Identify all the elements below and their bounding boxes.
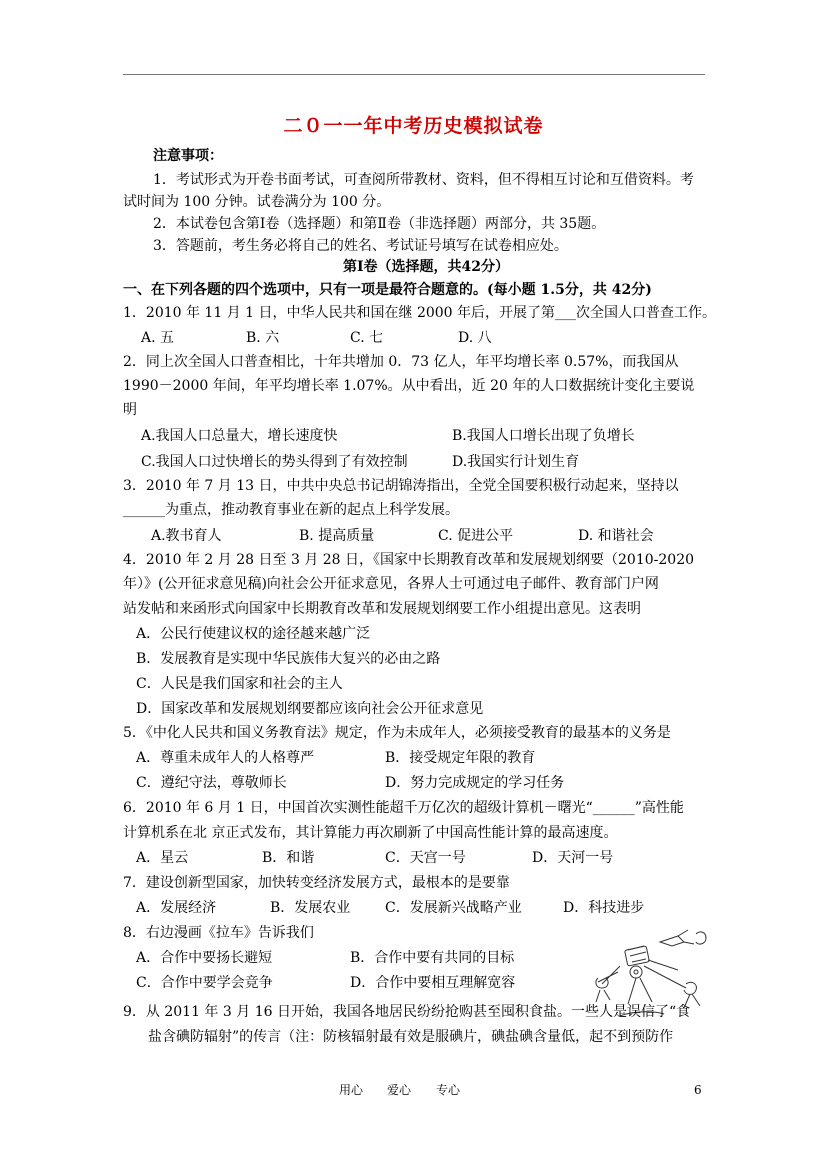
q6-option-a: A．星云	[136, 850, 189, 866]
part1-heading: 第Ⅰ卷（选择题，共42分）	[343, 259, 510, 275]
q2-option-c: C.我国人口过快增长的势头得到了有效控制	[141, 454, 408, 470]
footer-motto-1: 用心	[339, 1083, 364, 1097]
q1-option-b: B. 六	[246, 330, 280, 346]
question-6-stem-1: 6．2010 年 6 月 1 日，中国首次实测性能超千万亿次的超级计算机－曙光“______”高性能	[123, 800, 684, 816]
question-1-stem: 1．2010 年 11 月 1 日，中华人民共和国在继 2000 年后，开展了第___次全国人口普查工作。	[123, 305, 717, 321]
footer-motto-3: 专心	[436, 1083, 461, 1097]
q6-option-d: D．天河一号	[532, 850, 614, 866]
q3-option-d: D. 和谐社会	[578, 528, 654, 544]
q3-option-c: C. 促进公平	[438, 528, 514, 544]
q4-option-d: D．国家改革和发展规划纲要都应该向社会公开征求意见	[136, 701, 484, 717]
q4-option-a: A．公民行使建议权的途径越来越广泛	[136, 626, 371, 642]
q4-option-c: C．人民是我们国家和社会的主人	[136, 676, 343, 692]
q8-option-b: B．合作中要有共同的目标	[350, 950, 515, 966]
section1-heading: 一、在下列各题的四个选项中，只有一项是最符合题意的。(每小题 1.5分，共 42分)	[123, 282, 652, 298]
q5-option-a: A．尊重未成年人的人格尊严	[136, 750, 315, 766]
q7-option-c: C．发展新兴战略产业	[385, 900, 522, 916]
q2-option-a: A.我国人口总量大，增长速度快	[141, 428, 338, 444]
question-4-stem-2: 年）》(公开征求意见稿)向社会公开征求意见，各界人士可通过电子邮件、教育部门户网	[123, 576, 659, 592]
question-8-stem: 8．右边漫画《拉车》告诉我们	[123, 925, 314, 941]
q4-option-b: B．发展教育是实现中华民族伟大复兴的必由之路	[136, 651, 441, 667]
q5-option-d: D．努力完成规定的学习任务	[385, 775, 565, 791]
q8-option-d: D．合作中要相互理解宽容	[350, 975, 516, 991]
question-4-stem-1: 4．2010 年 2 月 28 日至 3 月 28 日，《国家中长期教育改革和发展规划纲要（2010-2020	[123, 552, 695, 568]
question-7-stem: 7．建设创新型国家，加快转变经济发展方式，最根本的是要靠	[123, 875, 510, 891]
question-5-stem: 5．《中化人民共和国义务教育法》规定，作为未成年人，必须接受教育的最基本的义务是	[123, 725, 671, 741]
question-4-stem-3: 站发帖和来函形式向国家中长期教育改革和发展规划纲要工作小组提出意见。这表明	[123, 601, 641, 617]
question-6-stem-2: 计算机系在北 京正式发布，其计算能力再次刷新了中国高性能计算的最高速度。	[123, 825, 618, 841]
page-number: 6	[694, 1083, 702, 1097]
q2-option-d: D.我国实行计划生育	[452, 454, 580, 470]
q7-option-a: A．发展经济	[136, 900, 217, 916]
q6-option-b: B．和谐	[262, 850, 315, 866]
question-9-stem-1: 9．从 2011 年 3 月 16 日开始，我国各地居民纷纷抢购甚至囤积食盐。一些人是误信了“食	[123, 1004, 691, 1020]
page-title: 二０一一年中考历史模拟试卷	[283, 115, 544, 137]
notice-item-2: 2．本试卷包含第Ⅰ卷（选择题）和第Ⅱ卷（非选择题）两部分，共 35题。	[153, 216, 606, 232]
q5-option-b: B．接受规定年限的教育	[385, 750, 536, 766]
notice-item-1b: 试时间为 100 分钟。试卷满分为 100 分。	[123, 194, 391, 210]
q5-option-c: C．遵纪守法，尊敬师长	[136, 775, 287, 791]
footer-motto-2: 爱心	[387, 1083, 412, 1097]
question-2-stem-1: 2．同上次全国人口普查相比，十年共增加 0．73 亿人，年平均增长率 0.57%，而我国从	[123, 354, 679, 370]
question-2-stem-2: 1990－2000 年间，年平均增长率 1.07%。从中看出，近 20 年的人口数据统计变化主要说	[123, 378, 695, 394]
notice-item-1a: 1．考试形式为开卷书面考试，可查阅所带教材、资料，但不得相互讨论和互借资料。考	[153, 172, 694, 188]
q1-option-c: C. 七	[350, 330, 384, 346]
question-9-stem-2: 盐含碘防辐射”的传言（注：防核辐射最有效是服碘片，碘盐碘含量低，起不到预防作	[148, 1029, 674, 1045]
q6-option-c: C．天宫一号	[385, 850, 466, 866]
q7-option-d: D．科技进步	[563, 900, 645, 916]
question-3-stem-2: ______为重点，推动教育事业在新的起点上科学发展。	[123, 502, 459, 518]
notice-heading: 注意事项：	[153, 148, 223, 164]
q1-option-d: D. 八	[458, 330, 492, 346]
question-3-stem-1: 3．2010 年 7 月 13 日，中共中央总书记胡锦涛指出，全党全国要积极行动起来，坚持以	[123, 478, 679, 494]
q8-option-c: C．合作中要学会竞争	[136, 975, 273, 991]
header-rule	[123, 74, 705, 75]
notice-item-3: 3．答题前，考生务必将自己的姓名、考试证号填写在试卷相应处。	[153, 238, 568, 254]
q1-option-a: A. 五	[141, 330, 175, 346]
q3-option-a: A.教书育人	[151, 528, 222, 544]
q8-option-a: A．合作中要扬长避短	[136, 950, 273, 966]
question-2-stem-3: 明	[123, 402, 137, 418]
q7-option-b: B．发展农业	[270, 900, 351, 916]
q3-option-b: B. 提高质量	[299, 528, 375, 544]
q2-option-b: B.我国人口增长出现了负增长	[452, 428, 635, 444]
